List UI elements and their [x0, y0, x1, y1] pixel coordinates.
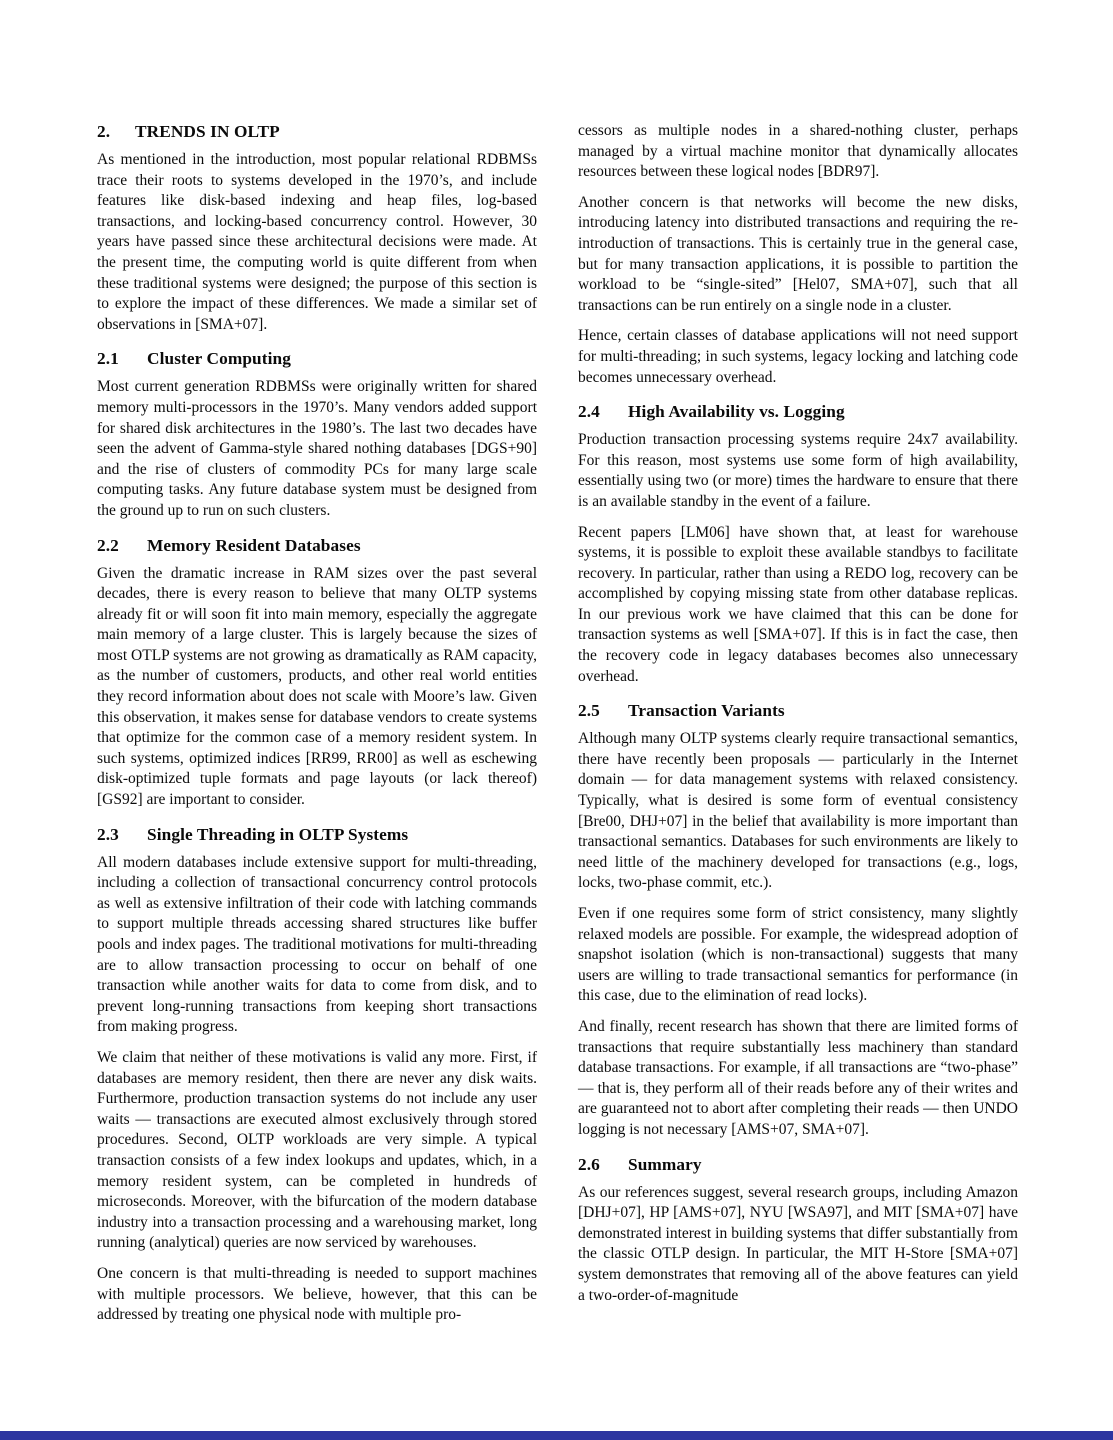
section-single-threading-in-oltp-systems [97, 824, 537, 1326]
paragraph: Although many OLTP systems clearly require transactional semantics, there have recently been proposals — particularly in the Internet domain — for data management systems with relaxed consistency. Typically, what is desired is some form of eventual consistency [Bre00, DHJ+07] in the belief that availability is more important than transactional semantics. Databases for such environments are likely to need little of the machinery developed for transactions (e.g., logs, locks, two-phase commit, etc.). [578, 730, 1018, 892]
paragraph: Hence, certain classes of database applications will not need support for multi-threading; in such systems, legacy locking and latching code becomes unnecessary overhead. [578, 327, 1018, 386]
paragraph: Production transaction processing systems require 24x7 availability. For this reason, most systems use some form of high availability, essentially using two (or more) times the hardware to ensure that there is an available standby in the event of a failure. [578, 431, 1018, 510]
right-column [578, 121, 1018, 1336]
section-heading [578, 401, 1018, 423]
section-cluster-computing [97, 348, 537, 521]
section-title: Single Threading in OLTP Systems [147, 824, 409, 844]
section-number: 2.2 [97, 535, 119, 555]
section-trends-in-oltp [97, 121, 537, 335]
paragraph: Even if one requires some form of strict consistency, many slightly relaxed models are possible. For example, the widespread adoption of snapshot isolation (which is non-transactional) suggests that many users are willing to trade transactional semantics for performance (in this case, due to the elimination of read locks). [578, 905, 1018, 1005]
section-heading [97, 824, 537, 846]
section-heading [578, 1154, 1018, 1176]
left-column [97, 121, 537, 1336]
section-number: 2.4 [578, 402, 600, 422]
bottom-edge-bar [0, 1431, 1113, 1440]
section-title: Cluster Computing [147, 349, 291, 369]
section-number: 2. [97, 122, 111, 141]
section-number: 2.5 [578, 701, 600, 721]
section-title: TRENDS IN OLTP [135, 122, 280, 141]
section-number: 2.1 [97, 349, 119, 369]
section-title: Transaction Variants [628, 701, 785, 721]
section-title: Summary [628, 1154, 702, 1174]
paragraph: We claim that neither of these motivations is valid any more. First, if databases are memory resident, then there are never any disk waits. Furthermore, production transaction systems do not include any user waits — transactions are executed almost exclusively through stored procedures. Second, OLTP workloads are very simple. A typical transaction consists of a few index lookups and updates, which, in a memory resident system, can be completed in hundreds of microseconds. Moreover, with the bifurcation of the modern database industry into a transaction processing and a warehousing market, long running (analytical) queries are now serviced by warehouses. [97, 1048, 537, 1252]
paragraph: Recent papers [LM06] have shown that, at least for warehouse systems, it is possible to exploit these available standbys to facilitate recovery. In particular, rather than using a REDO log, recovery can be accomplished by copying missing state from other database replicas. In our previous work we have claimed that this can be done for transaction systems as well [SMA+07]. If this is in fact the case, then the recovery code in legacy databases becomes also unnecessary overhead. [578, 523, 1018, 685]
paragraph: As our references suggest, several research groups, including Amazon [DHJ+07], HP [AMS+07], NYU [WSA97], and MIT [SMA+07] have demonstrated interest in building systems that differ substantially from the classic OTLP design. In particular, the MIT H-Store [SMA+07] system demonstrates that removing all of the above features can yield a two-order-of-magnitude [578, 1183, 1018, 1304]
section-continuation [578, 121, 1018, 388]
section-memory-resident-databases [97, 535, 537, 811]
paragraph: Most current generation RDBMSs were originally written for shared memory multi-processors in the 1970’s. Many vendors added support for shared disk architectures in the 1980’s. The last two decades have seen the advent of Gamma-style shared nothing databases [DGS+90] and the rise of clusters of commodity PCs for many large scale computing tasks. Any future database system must be designed from the ground up to run on such clusters. [97, 378, 537, 519]
section-transaction-variants [578, 700, 1018, 1140]
section-heading [97, 121, 537, 143]
section-title: High Availability vs. Logging [628, 402, 845, 422]
paragraph: And finally, recent research has shown that there are limited forms of transactions that require substantially less machinery than standard database transactions. For example, if all transactions are “two-phase” — that is, they perform all of their reads before any of their writes and are guaranteed not to abort after completing their reads — then UNDO logging is not necessary [AMS+07, SMA+07]. [578, 1017, 1018, 1138]
section-heading [97, 535, 537, 557]
section-number: 2.6 [578, 1154, 600, 1174]
section-heading [578, 700, 1018, 722]
paragraph: cessors as multiple nodes in a shared-nothing cluster, perhaps managed by a virtual machine monitor that dynamically allocates resources between these logical nodes [BDR97]. [578, 122, 1018, 181]
paragraph: One concern is that multi-threading is needed to support machines with multiple processors. We believe, however, that this can be addressed by treating one physical node with multiple pro- [97, 1264, 537, 1324]
paragraph: Another concern is that networks will become the new disks, introducing latency into distributed transactions and requiring the re-introduction of transactions. This is certainly true in the general case, but for many transaction applications, it is possible to partition the workload to be “single-sited” [Hel07, SMA+07], such that all transactions can be run entirely on a single node in a cluster. [578, 193, 1018, 314]
section-high-availability-vs-logging [578, 401, 1018, 687]
paragraph: Given the dramatic increase in RAM sizes over the past several decades, there is every reason to believe that many OLTP systems already fit or will soon fit into main memory, especially the aggregate main memory of a large cluster. This is largely because the sizes of most OTLP systems are not growing as dramatically as RAM capacity, as the number of customers, products, and other real world entities they record information about does not scale with Moore’s law. Given this observation, it makes sense for database vendors to create systems that optimize for the common case of a memory resident system. In such systems, optimized indices [RR99, RR00] as well as eschewing disk-optimized tuple formats and page layouts (or lack thereof) [GS92] are important to consider. [97, 564, 537, 809]
paragraph: All modern databases include extensive support for multi-threading, including a collection of transactional concurrency control protocols as well as extensive infiltration of their code with latching commands to support multiple threads accessing shared structures like buffer pools and index pages. The traditional motivations for multi-threading are to allow transaction processing to occur on behalf of one transaction while another waits for data to come from disk, and to prevent long-running transactions from keeping short transactions from making progress. [97, 853, 537, 1036]
section-summary [578, 1154, 1018, 1307]
section-title: Memory Resident Databases [147, 535, 361, 555]
section-heading [97, 348, 537, 370]
two-column-layout [97, 121, 1018, 1336]
paragraph: As mentioned in the introduction, most popular relational RDBMSs trace their roots to systems developed in the 1970’s, and include features like disk-based indexing and heap files, log-based transactions, and locking-based concurrency control. However, 30 years have passed since these architectural decisions were made. At the present time, the computing world is quite different from when these traditional systems were designed; the purpose of this section is to explore the impact of these differences. We made a similar set of observations in [SMA+07]. [97, 151, 537, 333]
section-number: 2.3 [97, 824, 119, 844]
